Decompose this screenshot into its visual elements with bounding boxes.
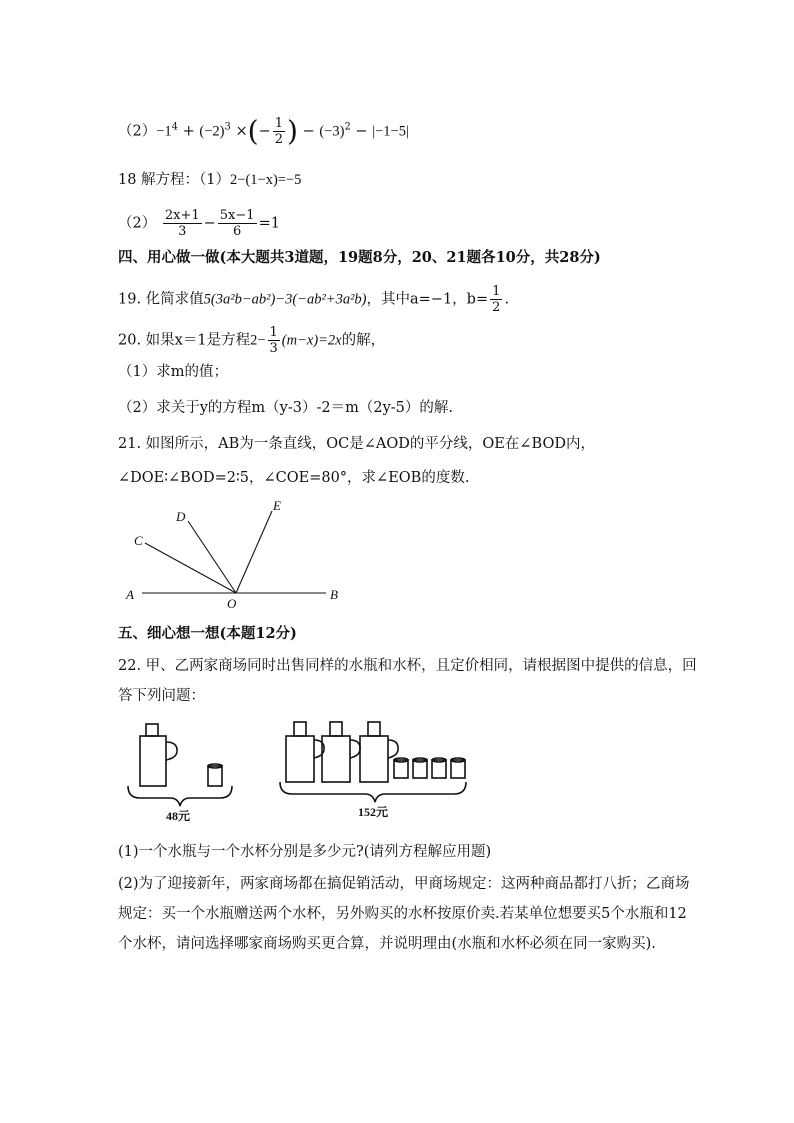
label-b: B [330,587,338,602]
fraction-b-one-half: $\frac{1}{2}$ [492,284,501,315]
label-o: O [227,596,237,611]
ray-od [188,521,236,593]
q17-part2-expression: $(2)-1^4 + (-2)^3$ ×(− $\frac{1}{2}$ ) − $(-3)^2 - |-1-5|$ [118,114,409,148]
brace-right [280,782,466,802]
ray-oc [145,543,236,593]
q22-part2-line3: 个水杯，请问选择哪家商场购买更合算，并说明理由(水瓶和水杯必须在同一家购买). [118,936,656,952]
cup-icon [394,758,408,778]
q22-part2-line1: (2)为了迎接新年，两家商场都在搞促销活动，甲商场规定：这两种商品都打八折；乙商场 [118,876,690,892]
section4-heading: 四、用心做一做(本大题共3道题，19题8分，20、21题各10分，共28分) [118,249,601,266]
q21-line1: 21. 如图所示，AB为一条直线，OC是∠AOD的平分线，OE在∠BOD内， [118,436,595,452]
fraction-2x-plus-1-over-3: $\frac{2x+1}{3}$ [164,208,200,239]
fraction-one-third: $\frac{1}{3}$ [269,325,278,356]
cup-icon [413,758,427,778]
bottle-icon [286,722,324,782]
q22-line1: 22. 甲、乙两家商场同时出售同样的水瓶和水杯，且定价相同，请根据图中提供的信息，回 [118,658,697,674]
q20-part2: （2）求关于y的方程m（y-3）-2＝m（2y-5）的解. [118,400,454,416]
q20-line: 20. 如果x＝1是方程2− $\frac{1}{3}$ (m−x)=2x的解， [118,325,386,356]
price-152: 152元 [358,805,389,819]
price-48: 48元 [166,809,191,823]
label-e: E [273,498,281,513]
q21-line2: ∠DOE∶∠BOD=2∶5，∠COE=80°，求∠EOB的度数. [118,470,470,486]
label-d: D [176,509,186,524]
bottles-cups-figure [120,712,480,828]
label-c: C [134,533,143,548]
label-a: A [126,587,134,602]
q22-line2: 答下列问题： [118,688,205,704]
fraction-5x-minus-1-over-6: $\frac{5x-1}{6}$ [219,208,255,239]
q19-line: 19. 化简求值5(3a²b−ab²)−3(−ab²+3a²b)，其中a=−1，b= $\frac{1}{2}$ . [118,284,510,315]
q22-part2-line2: 规定：买一个水瓶赠送两个水杯，另外购买的水杯按原价卖.若某单位想要买5个水瓶和12 [118,906,687,922]
fraction-one-half: $\frac{1}{2}$ [274,116,284,147]
bottle-icon [140,724,177,786]
cup-icon [208,764,222,786]
q20-part1: （1）求m的值； [118,364,228,380]
bottle-icon [360,722,398,782]
ray-oe [236,511,272,593]
q18-title-line: 18 解方程：（1）2−(1−x)=−5 [118,172,302,188]
q22-part1: (1)一个水瓶与一个水杯分别是多少元?(请列方程解应用题) [118,844,492,860]
cup-icon [451,758,465,778]
bottle-icon [322,722,360,782]
cup-icon [432,758,446,778]
q18-part2-equation: （2） $\frac{2x+1}{3}$ − $\frac{5x-1}{6}$ =1 [118,208,280,239]
brace-left [128,786,232,806]
section5-heading: 五、细心想一想(本题12分) [118,625,297,642]
angle-figure [120,495,360,615]
